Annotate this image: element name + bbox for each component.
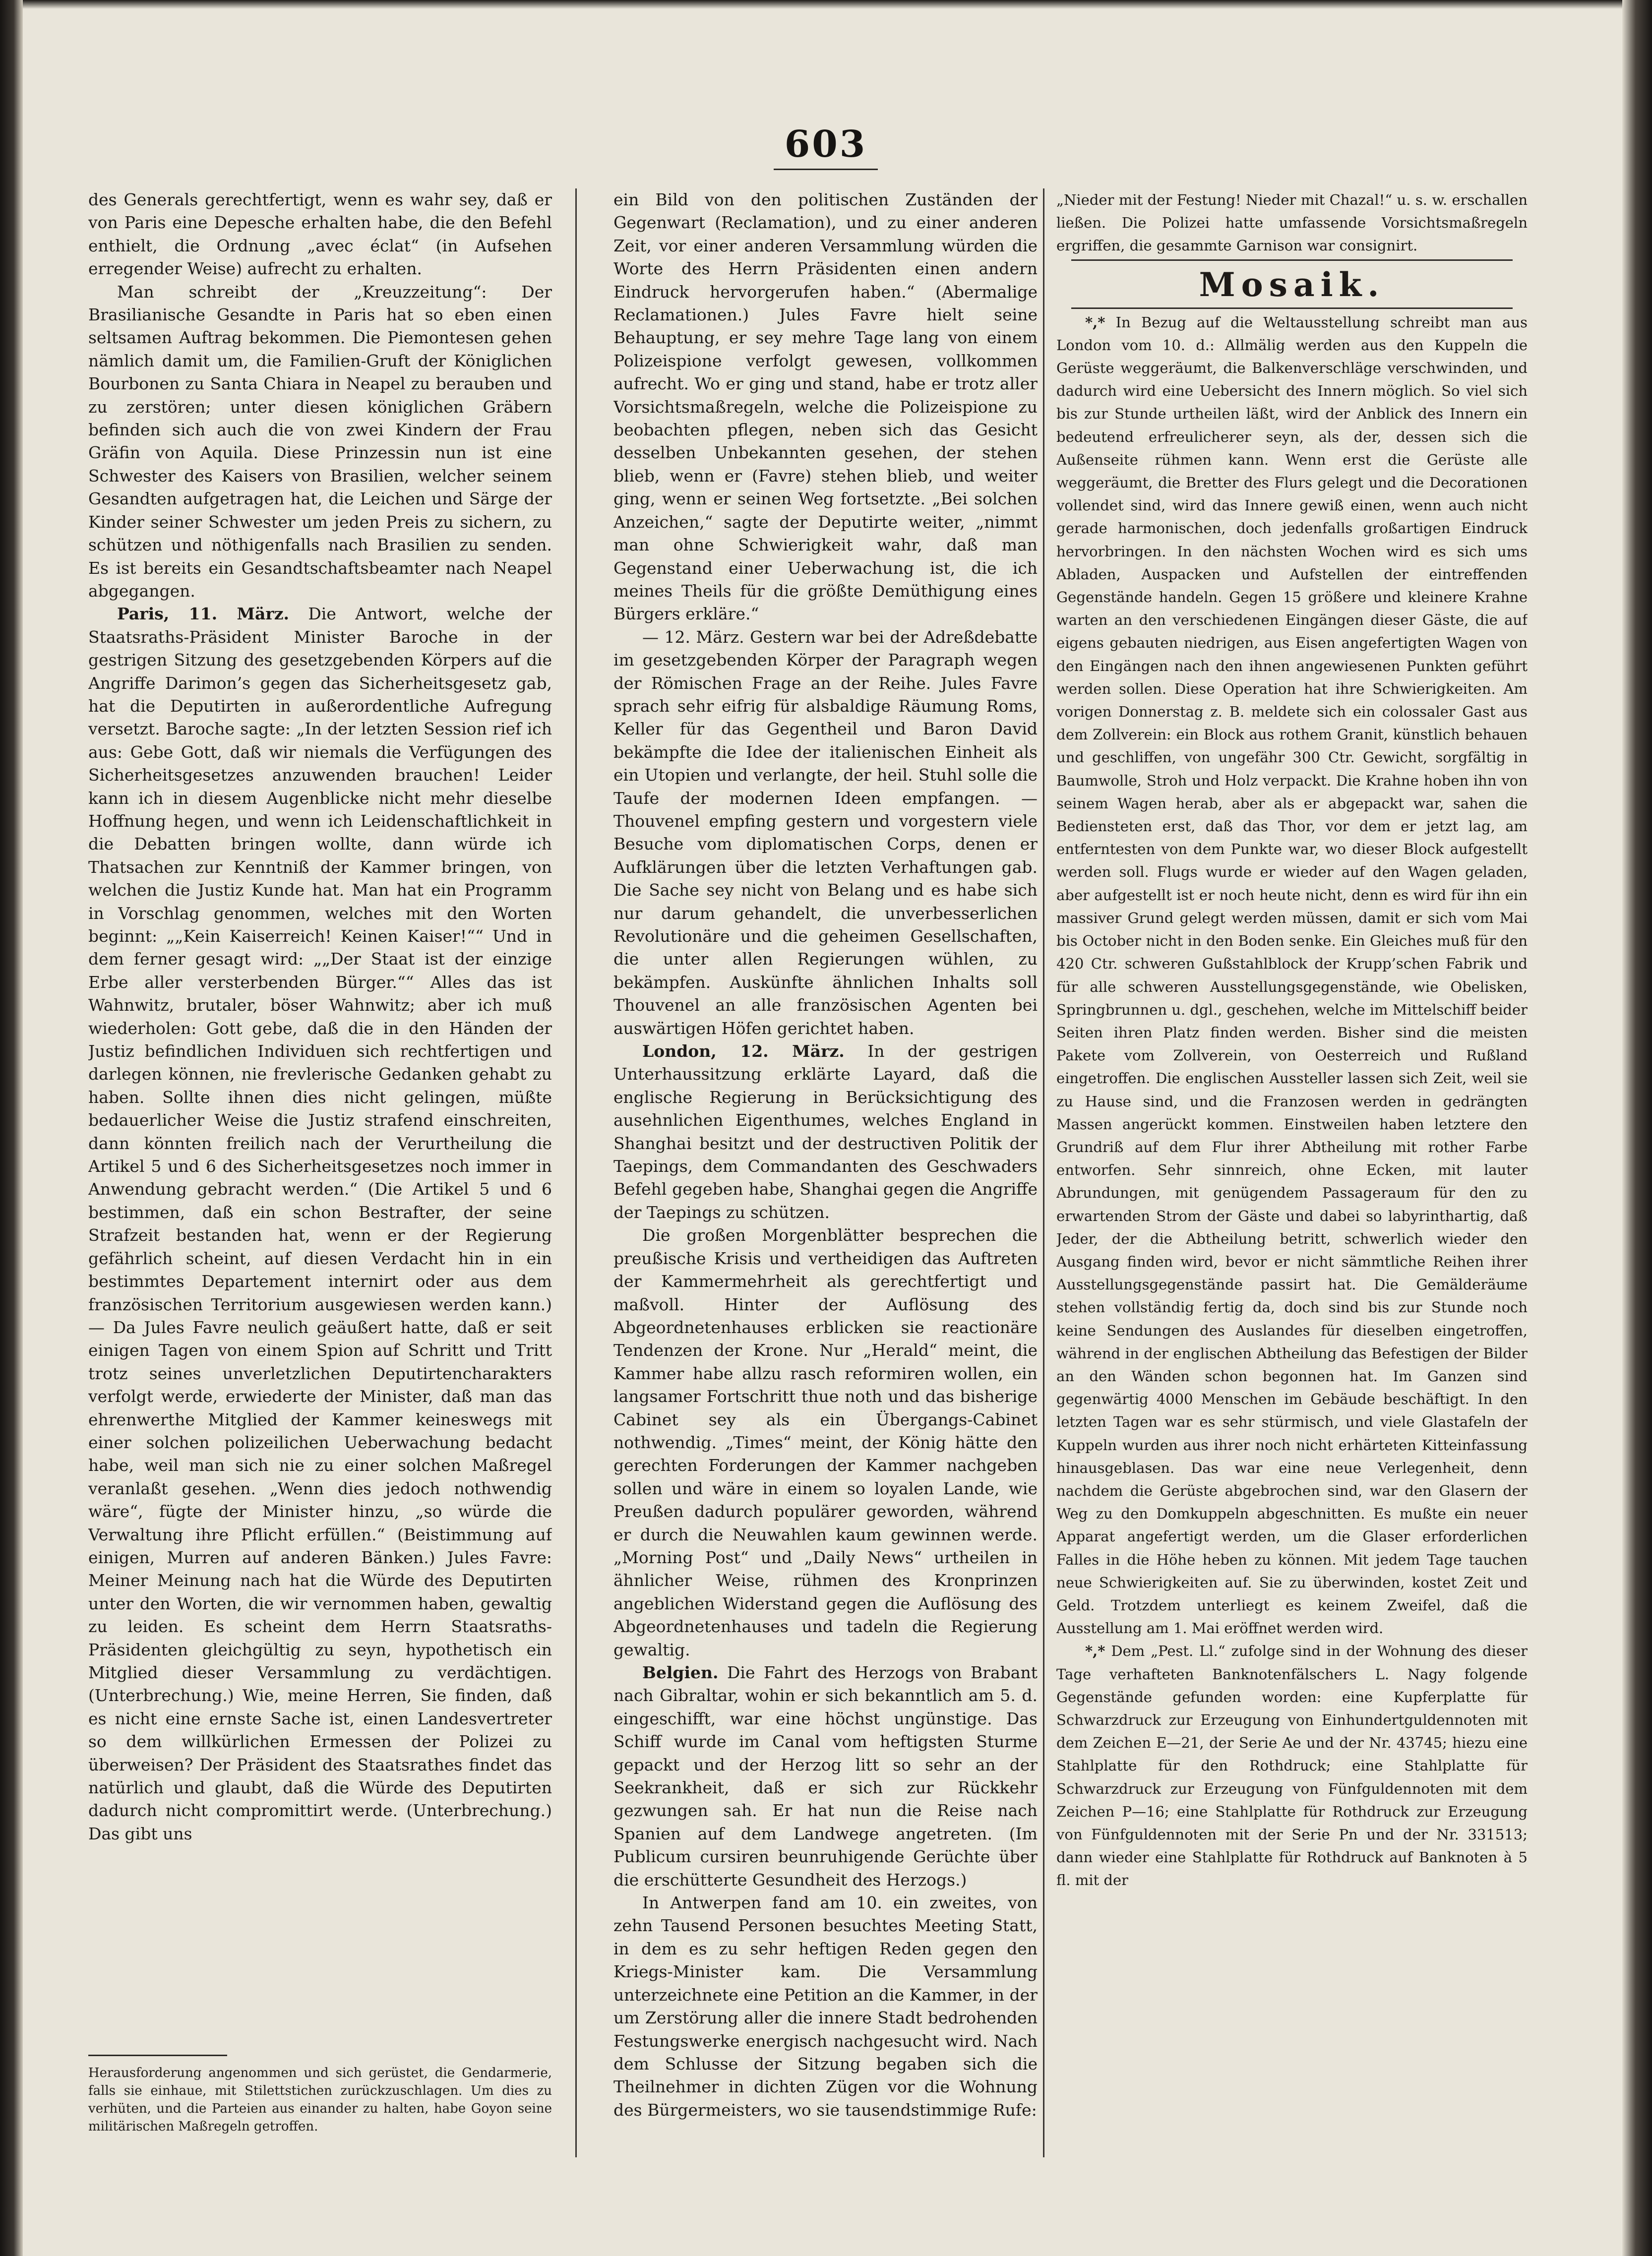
article-london <box>613 1040 1038 1224</box>
article-paris-continuation: ein Bild von den politischen Zuständen der Gegenwart (Reclamation), und zu einer anderen Zeit, vor einer anderen Versammlung würden die Worte des Herrn Präsidenten einen andern Eindruck hervorgerufen haben.“ (Abermalige Reclamationen.) Jules Favre hielt seine Behauptung, er sey mehre Tage lang von einem Polizeispione verfolgt gewesen, vollkommen aufrecht. Wo er ging und stand, habe er trotz aller Vorsichtsmaßregeln, welche die Polizeispione zu beobachten pflegen, neben sich das Gesicht desselben Unbekannten gesehen, der stehen blieb, wenn er (Favre) stehen blieb, und weiter ging, wenn er seinen Weg fortsetzte. „Bei solchen Anzeichen,“ sagte der Deputirte weiter, „nimmt man ohne Schwierigkeit wahr, daß man Gegenstand einer Ueberwachung ist, die ich meines Theils für die größte Demüthigung eines Bürgers erkläre.“ <box>613 190 1038 624</box>
article-antwerp-continuation: „Nieder mit der Festung! Nieder mit Chazal!“ u. s. w. erschallen ließen. Die Polizei hatte umfassende Vorsichtsmaßregeln ergriffen, die gesammte Garnison war consignirt. <box>1056 191 1528 254</box>
footnote-rule <box>88 2055 227 2056</box>
article-antwerp: In Antwerpen fand am 10. ein zweites, von zehn Tausend Personen besuchtes Meeting Statt, in dem es zu sehr heftigen Reden gegen den Kriegs-Minister kam. Die Versammlung unterzeichnete eine Petition an die Kammer, in der um Zerstörung aller die innere Stadt bedrohenden Festungswerke energisch nachgesucht wird. Nach dem Schlusse der Sitzung begaben sich die Theilnehmer in dichten Zügen vor die Wohnung des Bürgermeisters, wo sie tausendstimmige Rufe: <box>613 1893 1038 2120</box>
article-brazil-envoy: Man schreibt der „Kreuzzeitung“: Der Brasilianische Gesandte in Paris hat so eben einen seltsamen Auftrag bekommen. Die Piemontesen gehen nämlich damit um, die Familien-Gruft der Königlichen Bourbonen zu Santa Chiara in Neapel zu berauben und zu zerstören; unter diesen königlichen Gräbern befinden sich auch die von zwei Kindern der Frau Gräfin von Aquila. Diese Prinzessin nun ist eine Schwester des Kaisers von Brasilien, welcher seinem Gesandten aufgetragen hat, die Leichen und Särge der Kinder seiner Schwester um jeden Preis zu sichern, zu schützen und nöthigenfalls nach Brasilien zu senden. Es ist bereits ein Gesandtschaftsbeamter nach Neapel abgegangen. <box>88 282 552 601</box>
article-continuation: des Generals gerechtfertigt, wenn es wahr sey, daß er von Paris eine Depesche erhalten habe, die den Befehl enthielt, die Ordnung „avec éclat“ (in Aufsehen erregender Weise) aufrecht zu erhalten. <box>88 190 552 279</box>
dateline-belgium: Belgien. <box>642 1663 719 1682</box>
article-belgium-text: Die Fahrt des Herzogs von Brabant nach Gibraltar, wohin er sich bekanntlich am 5. d. eingeschifft, war eine höchst ungünstige. Das Schiff wurde im Canal vom heftigsten Sturme gepackt und der Herzog litt so sehr an der Seekrankheit, daß er sich zur Rückkehr gezwungen sah. Er hat nun die Reise nach Spanien auf dem Landwege angetreten. (Im Publicum cursiren beunruhigende Gerüchte über die erschütterte Gesundheit des Herzogs.) <box>613 1663 1038 1890</box>
mosaik-item-forger-text: Dem „Pest. Ll.“ zufolge sind in der Wohnung des dieser Tage verhafteten Banknotenfälschers L. Nagy folgende Gegenstände gefunden worden: eine Kupferplatte für Schwarzdruck zur Erzeugung von Einhundertguldennoten mit dem Zeichen E—21, der Serie Ae und der Nr. 43745; hiezu eine Stahlplatte für den Rothdruck; eine Stahlplatte für Schwarzdruck zur Erzeugung von Fünfguldennoten mit dem Zeichen P—16; eine Stahlplatte für Rothdruck zur Erzeugung von Fünfguldennoten mit der Serie Pn und der Nr. 331513; dann wieder eine Stahlplatte für Rothdruck auf Banknoten à 5 fl. mit der <box>1056 1643 1528 1889</box>
page-number-underline <box>774 169 878 170</box>
dateline-london: London, 12. März. <box>642 1041 845 1061</box>
scan-edge-top <box>0 0 1652 9</box>
article-paris-12: — 12. März. Gestern war bei der Adreßdebatte im gesetzgebenden Körper der Paragraph wegen der Römischen Frage an der Reihe. Jules Favre sprach sehr eifrig für alsbaldige Räumung Roms, Keller für das Gegentheil und Baron David bekämpfte die Idee der italienischen Einheit als ein Utopien und verlangte, der heil. Stuhl solle die Taufe der modernen Ideen empfangen. — Thouvenel empfing gestern und vorgestern viele Besuche vom diplomatischen Corps, denen er Aufklärungen über die letzten Verhaftungen gab. Die Sache sey nicht von Belang und es habe sich nur darum gehandelt, die unverbesserlichen Revolutionäre und die geheimen Gesellschaften, die unter allen Regierungen wühlen, zu bekämpfen. Auskünfte ähnlichen Inhalts soll Thouvenel an alle französischen Agenten bei auswärtigen Höfen gerichtet haben. <box>613 627 1038 1038</box>
page-number: 603 <box>784 123 867 166</box>
article-paris-11 <box>88 603 552 1845</box>
scan-edge-right <box>1622 0 1652 2256</box>
column-divider-1 <box>575 188 577 2157</box>
heading-rule-bottom <box>1071 307 1513 309</box>
mosaik-item-world-exhibition <box>1056 311 1528 1640</box>
heading-rule-top <box>1071 259 1513 261</box>
item-marker: *,* <box>1085 313 1105 331</box>
dateline-paris: Paris, 11. März. <box>117 604 289 624</box>
column-left <box>88 188 552 2167</box>
mosaik-item-forger <box>1056 1640 1528 1891</box>
article-paris-11-text: Die Antwort, welche der Staatsraths-Präsident Minister Baroche in der gestrigen Sitzung des gesetzgebenden Körpers auf die Angriffe Darimon’s gegen das Sicherheitsgesetz gab, hat die Deputirten in außerordentliche Aufregung versetzt. Baroche sagte: „In der letzten Session rief ich aus: Gebe Gott, daß wir niemals die Verfügungen des Sicherheitsgesetzes anzuwenden brauchen! Leider kann ich in diesem Augenblicke nicht mehr dieselbe Hoffnung hegen, und wenn ich Leidenschaftlichkeit in die Debatten bringen wollte, dann würde ich Thatsachen zur Kenntniß der Kammer bringen, von welchen die Justiz Kunde hat. Man hat ein Programm in Vorschlag genommen, welches mit den Worten beginnt: „„Kein Kaiserreich! Keinen Kaiser!““ Und in dem ferner gesagt wird: „„Der Staat ist der einzige Erbe aller versterbenden Bürger.““ Alles das ist Wahnwitz, brutaler, böser Wahnwitz; aber ich muß wiederholen: Gott gebe, daß die in den Händen der Justiz befindlichen Individuen sich rechtfertigen und darlegen können, nie frevlerische Gedanken gehabt zu haben. Sollte ihnen dies nicht gelingen, müßte bedauerlicher Weise die Justiz strafend einschreiten, dann könnten freilich nach der Verurtheilung die Artikel 5 und 6 des Sicherheitsgesetzes noch immer in Anwendung gebracht werden.“ (Die Artikel 5 und 6 bestimmen, daß ein schon Bestrafter, der seine Strafzeit bestanden hat, wenn er der Regierung gefährlich scheint, auf diesen Verdacht hin in ein bestimmtes Departement internirt oder aus dem französischen Territorium ausgewiesen werden kann.) — Da Jules Favre neulich geäußert hatte, daß er seit einigen Tagen von einem Spion auf Schritt und Tritt trotz seines unverletzlichen Deputirtencharakters verfolgt werde, erwiederte der Minister, daß man das ehrenwerthe Mitglied der Kammer keineswegs mit einer solchen polizeilichen Ueberwachung bedacht habe, weil man sich nie zu einer solchen Maßregel veranlaßt gesehen. „Wenn dies jedoch nothwendig wäre“, fügte der Minister hinzu, „so würde die Verwaltung ihre Pflicht erfüllen.“ (Beistimmung auf einigen, Murren auf anderen Bänken.) Jules Favre: Meiner Meinung nach hat die Würde des Deputirten unter den Worten, die wir vernommen haben, gewaltig zu leiden. Es scheint dem Herrn Staatsraths-Präsidenten gleichgültig zu seyn, hypothetisch ein Mitglied dieser Versammlung zu verdächtigen. (Unterbrechung.) Wie, meine Herren, Sie finden, daß es nicht eine ernste Sache ist, einen Landesvertreter so dem willkürlichen Ermessen der Polizei zu überweisen? Der Präsident des Staatsrathes findet das natürlich und glaubt, daß die Würde des Deputirten dadurch nicht compromittirt werde. (Unterbrechung.) Das gibt uns <box>88 604 552 1843</box>
column-divider-2 <box>1043 188 1044 2157</box>
column-middle <box>613 188 1038 2167</box>
article-morning-papers: Die großen Morgenblätter besprechen die preußische Krisis und vertheidigen das Auftreten der Kammermehrheit als gerechtfertigt und maßvoll. Hinter der Auflösung des Abgeordnetenhauses erblicken sie reactionäre Tendenzen der Krone. Nur „Herald“ meint, die Kammer habe allzu rasch reformiren wollen, ein langsamer Fortschritt thue noth und das bisherige Cabinet sey als ein Übergangs-Cabinet nothwendig. „Times“ meint, der König hätte den gerechten Forderungen der Kammer nachgeben sollen und wäre in einem so loyalen Lande, wie Preußen dadurch populärer geworden, während er durch die Neuwahlen kaum gewinnen werde. „Morning Post“ und „Daily News“ urtheilen in ähnlicher Weise, rühmen des Kronprinzen angeblichen Widerstand gegen die Auflösung des Abgeordnetenhauses und tadeln die Regierung gewaltig. <box>613 1225 1038 1659</box>
item-marker: *,* <box>1085 1643 1105 1660</box>
column-right <box>1056 188 1528 2167</box>
mosaik-item-world-exhibition-text: In Bezug auf die Weltausstellung schreibt man aus London vom 10. d.: Allmälig werden aus den Kuppeln die Gerüste weggeräumt, die Balkenverschläge verschwinden, und dadurch wird eine Uebersicht des Innern möglich. So viel sich bis zur Stunde urtheilen läßt, wird der Anblick des Innern ein bedeutend erfreulicherer seyn, als der, dessen sich die Außenseite rühmen kann. Wenn erst die Gerüste alle weggeräumt, die Bretter des Flurs gelegt und die Decorationen vollendet sind, wird das Innere gewiß einen, wenn auch nicht gerade harmonischen, doch jedenfalls großartigen Eindruck hervorbringen. In den nächsten Wochen wird es sich ums Abladen, Auspacken und Aufstellen der eintreffenden Gegenstände handeln. Gegen 15 größere und kleinere Krahne warten an den verschiedenen Eingängen dieser Gäste, die auf eigens gebauten niedrigen, aus Eisen angefertigten Wagen von den Eingängen nach den ihnen angewiesenen Punkten geführt werden sollen. Diese Operation hat ihre Schwierigkeiten. Am vorigen Donnerstag z. B. meldete sich ein colossaler Gast aus dem Zollverein: ein Block aus rothem Granit, künstlich behauen und geschliffen, von ungefähr 300 Ctr. Gewicht, sorgfältig in Baumwolle, Stroh und Holz verpackt. Die Krahne hoben ihn von seinem Wagen herab, aber als er abgepackt war, sahen die Bediensteten erst, daß das Thor, vor dem er jetzt lag, am entferntesten von dem Punkte war, wo dieser Block aufgestellt werden soll. Flugs wurde er wieder auf den Wagen geladen, aber aufgestellt ist er noch heute nicht, denn es wird für ihn ein massiver Grund gelegt werden müssen, damit er sich vom Mai bis October nicht in den Boden senke. Ein Gleiches muß für den 420 Ctr. schweren Gußstahlblock der Krupp’schen Fabrik und für alle schweren Ausstellungsgegenstände, wie Obelisken, Springbrunnen u. dgl., geschehen, welche im Mittelschiff beider Seiten ihren Platz finden werden. Bisher sind die meisten Pakete vom Zollverein, von Oesterreich und Rußland eingetroffen. Die englischen Aussteller lassen sich Zeit, weil sie zu Hause sind, und die Franzosen werden in gedrängten Massen angerückt kommen. Einstweilen haben letztere den Grundriß auf dem Flur ihrer Abtheilung mit rother Farbe entworfen. Sehr sinnreich, ohne Ecken, mit lauter Abrundungen, mit genügendem Passageraum für den zu erwartenden Strom der Gäste und dabei so labyrinthartig, daß Jeder, der die Abtheilung betritt, schwerlich wieder den Ausgang finden wird, bevor er nicht sämmtliche Reihen ihrer Ausstellungsgegenstände passirt hat. Die Gemälderäume stehen vollständig fertig da, doch sind bis zur Stunde noch keine Sendungen des Auslandes für dieselben eingetroffen, während in der englischen Abtheilung das Befestigen der Bilder an den Wänden schon begonnen hat. Im Ganzen sind gegenwärtig 4000 Menschen im Gebäude beschäftigt. In den letzten Tagen war es sehr stürmisch, und viele Glastafeln der Kuppeln wurden aus ihrer noch nicht erhärteten Kitteinfassung hinausgeblasen. Das war eine neue Verlegenheit, denn nachdem die Gerüste abgebrochen sind, war den Glasern der Weg zu den Domkuppeln abgeschnitten. Es mußte ein neuer Apparat angefertigt werden, um die Glaser erforderlichen Falles in die Höhe heben zu können. Mit jedem Tage tauchen neue Schwierigkeiten auf. Sie zu überwinden, kostet Zeit und Geld. Trotzdem unterliegt es keinem Zweifel, daß die Ausstellung am 1. Mai eröffnet werden wird. <box>1056 313 1528 1637</box>
article-london-text: In der gestrigen Unterhaussitzung erklärte Layard, daß die englische Regierung in Berücksichtigung des ausehnlichen Eigenthumes, welches England in Shanghai besitzt und der destructiven Politik der Taepings, dem Commandanten des Geschwaders Befehl gegeben habe, Shanghai gegen die Angriffe der Taepings zu schützen. <box>613 1041 1038 1222</box>
footnote: Herausforderung angenommen und sich gerüstet, die Gendarmerie, falls sie einhaue, mit Stilettstichen zurückzuschlagen. Um dies zu verhüten, und die Parteien aus einander zu halten, habe Goyon seine militärischen Maßregeln getroffen. <box>88 2066 552 2134</box>
scan-edge-left <box>0 0 23 2256</box>
section-heading-mosaik: Mosaik. <box>1199 265 1385 304</box>
article-belgium <box>613 1661 1038 1891</box>
